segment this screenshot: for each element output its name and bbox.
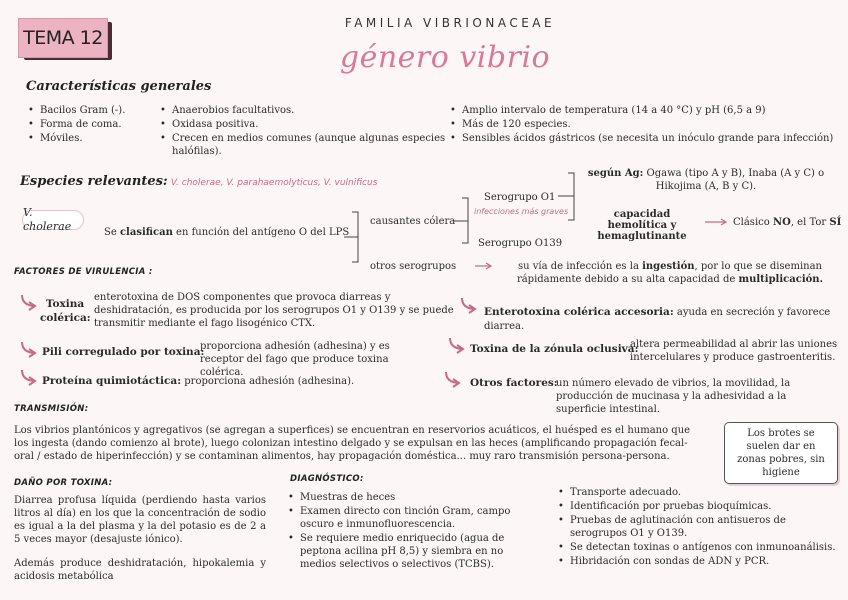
list-item: • Móviles. (26, 132, 166, 145)
list-item: • Hibridación con sondas de ADN y PCR. (556, 555, 841, 568)
capacidad-hemolitica: capacidad hemolítica y hemaglutinante (597, 209, 687, 242)
zonula-label: Toxina de la zónula oclusiva: (470, 343, 639, 355)
list-item: • Se detectan toxinas o antígenos con inmunoanálisis. (556, 541, 841, 554)
list-item: • Crecen en medios comunes (aunque algunas especies halófilas). (158, 132, 448, 158)
list-item: • Oxidasa positiva. (158, 118, 448, 131)
text-fragment: su vía de infección es la (517, 261, 643, 272)
diagnostico-title: DIAGNÓSTICO: (290, 474, 364, 484)
text-fragment: en función del antígeno O del LPS (172, 227, 350, 238)
transmision-text: Los vibrios plantónicos y agregativos (se agregan a superfices) se encuentran en reservorios acuáticos, el huésped es el humano que los ingesta (dando comienzo al brote), luego colonizan intestino delgado y se expulsan en las heces (amplificando propagación fecal-oral / estado de hiperinfección) y se contaminan alimentos, hay propagación doméstica... muy raro transmisión persona-persona. (14, 425, 691, 462)
text-fragment: Clásico (733, 217, 773, 228)
otros-factores-label: Otros factores: (470, 377, 558, 389)
list-item: • Muestras de heces (286, 491, 538, 504)
pili-text: proporciona adhesión (adhesina) y es receptor del fago que produce toxina colérica. (200, 341, 390, 378)
segun-ag-label: según Ag: (587, 168, 644, 179)
list-item: • Identificación por pruebas bioquímicas. (556, 500, 841, 513)
text-fragment: , por lo que se diseminan rápidamente debido a su alta capacidad de (516, 261, 822, 285)
clasificacion-text (104, 226, 349, 239)
infecciones-graves: infecciones más graves (474, 207, 569, 216)
transmision-title: TRANSMISIÓN: (14, 404, 89, 414)
clasico-text (733, 216, 841, 229)
text-bold: SÍ (829, 217, 842, 228)
segun-ag-text: Ogawa (tipo A y B), Inaba (A y C) o Hikojima (A, B y C). (646, 168, 825, 192)
segun-ag (586, 167, 826, 193)
dano-title: DAÑO POR TOXINA: (14, 478, 113, 488)
list-item: • Bacilos Gram (-). (26, 104, 166, 117)
especies-row (20, 174, 377, 191)
text-fragment: , el Tor (790, 217, 830, 228)
via-infeccion (500, 260, 840, 286)
list-item: • Pruebas de aglutinación con antisueros de serogrupos O1 y O139. (556, 514, 841, 540)
enterotoxina-text: ayuda en secreción y favorece diarrea. (484, 307, 831, 332)
serogrupo-o1: Serogrupo O1 (484, 192, 556, 203)
brotes-note: Los brotes se suelen dar en zonas pobres, sin higiene (724, 422, 838, 484)
factores-title: FACTORES DE VIRULENCIA : (14, 267, 153, 277)
list-item: • Amplio intervalo de temperatura (14 a 40 °C) y pH (6,5 a 9) (448, 104, 843, 117)
list-item: • Anaerobios facultativos. (158, 104, 448, 117)
diagnostico-list-1 (286, 491, 538, 572)
serogrupo-o139: Serogrupo O139 (478, 238, 563, 249)
list-item: • Forma de coma. (26, 118, 166, 131)
diagnostico-list-2 (556, 486, 841, 569)
causantes-label: causantes cólera (370, 216, 456, 227)
enterotoxina-row (484, 306, 848, 333)
list-item: • Examen directo con tinción Gram, campo oscuro e inmunofluorescencia. (286, 505, 538, 531)
text-bold: NO (772, 217, 791, 228)
genus-title: género vibrio (339, 40, 551, 75)
especies-list: V. cholerae, V. parahaemolyticus, V. vulnificus (170, 178, 378, 188)
tema-badge: TEMA 12 (18, 18, 108, 58)
enterotoxina-label: Enterotoxina colérica accesoria: (484, 306, 674, 318)
toxina-text: enterotoxina de DOS componentes que provoca diarreas y deshidratación, es producida por los serogrupos O1 y O139 y se puede transmitir mediante el fago lisogénico CTX. (94, 292, 454, 329)
dano-text-2: Además produce deshidratación, hipokalemia y acidosis metabólica (14, 558, 266, 582)
list-item: • Sensibles ácidos gástricos (se necesita un inóculo grande para infección) (448, 132, 843, 145)
list-item: • Más de 120 especies. (448, 118, 843, 131)
text-bold: ingestión (642, 261, 695, 272)
zonula-text: altera permeabilidad al abrir las uniones intercelulares y produce gastroenteritis. (630, 339, 838, 363)
dano-text-1: Diarrea profusa líquida (perdiendo hasta varios litros al día) en los que la concentración de sodio es igual a la del plasma y la del potasio es de 2 a 5 veces mayor (desajuste iónico). (14, 495, 266, 545)
especies-title: Especies relevantes: (20, 174, 168, 189)
toxina-label: Toxina colérica: (40, 298, 91, 325)
caracteristicas-col3 (448, 104, 843, 146)
text-bold: clasifican (119, 227, 173, 238)
list-item: • Se requiere medio enriquecido (agua de peptona acilina pH 8,5) y siembra en no medios selectivos o selectivos (TCBS). (286, 532, 538, 571)
vcholerae-badge: V. cholerae (22, 210, 84, 230)
proteina-label: Proteína quimiotáctica: (42, 375, 182, 387)
otros-serogrupos-label: otros serogrupos (370, 261, 457, 272)
list-item: • Transporte adecuado. (556, 486, 841, 499)
pili-label: Pili corregulado por toxina: (42, 346, 205, 358)
text-fragment: Se (104, 227, 120, 238)
caracteristicas-col1 (26, 104, 166, 146)
caracteristicas-col2 (158, 104, 448, 159)
caracteristicas-title: Características generales (26, 79, 212, 94)
family-title: FAMILIA VIBRIONACEAE (344, 16, 556, 30)
proteina-row (42, 375, 354, 389)
text-bold: multiplicación. (738, 274, 824, 285)
proteina-text: proporciona adhesión (adhesina). (184, 376, 355, 387)
otros-factores-text: un número elevado de vibrios, la movilidad, la producción de mucinasa y la adhesividad a la superficie intestinal. (556, 378, 791, 415)
